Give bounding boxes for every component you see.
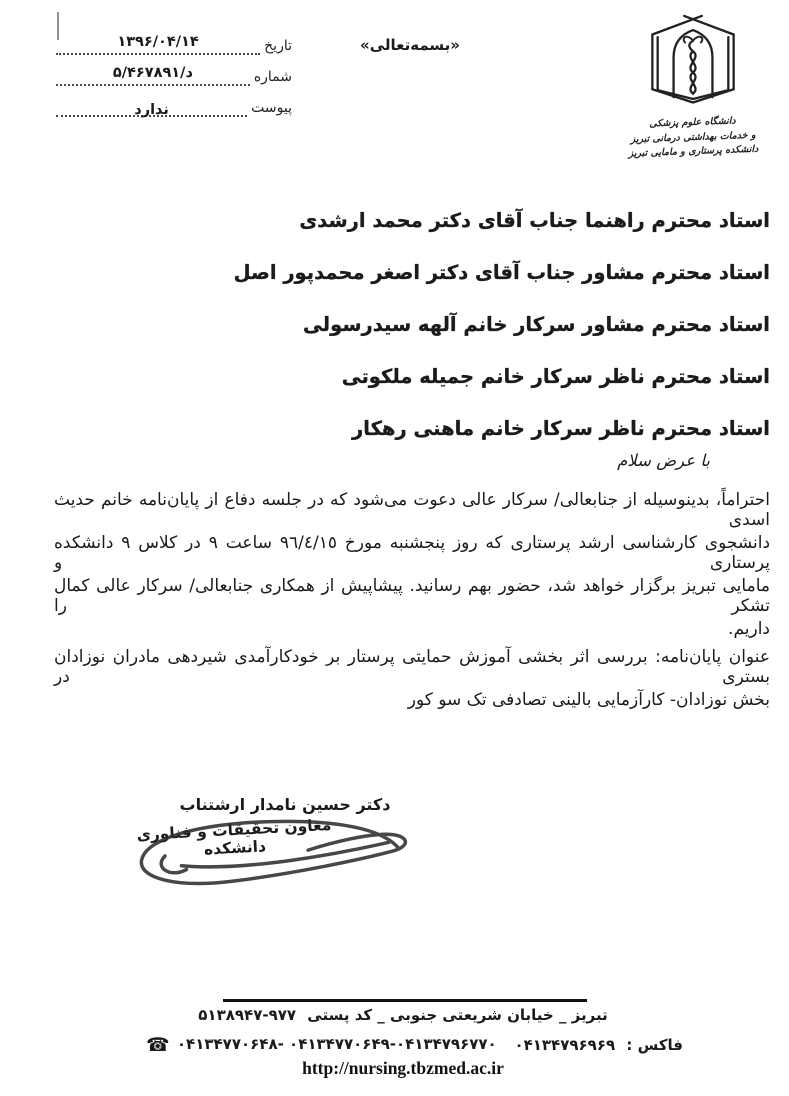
recipient-examiner-2: استاد محترم ناظر سرکار خانم ماهنی رهکار bbox=[352, 417, 770, 440]
recipient-advisor-1: استاد محترم مشاور جناب آقای دکتر اصغر محمدپور اصل bbox=[233, 261, 770, 284]
phone-numbers: ۰۴۱۳۴۷۷۰۶۴۸- ۰۴۱۳۴۷۷۰۶۴۹-۰۴۱۳۴۷۹۶۷۷۰ bbox=[176, 1035, 497, 1053]
letterhead-meta bbox=[52, 24, 292, 117]
basmala: «بسمه‌تعالی» bbox=[360, 36, 460, 54]
body-line: احتراماً، بدینوسیله از جنابعالی/ سرکار عالی دعوت می‌شود که در جلسه دفاع از پایان‌نامه خانم حدیث اسدی bbox=[54, 490, 770, 530]
logo-text-line2: و خدمات بهداشتی درمانی تبریز bbox=[630, 129, 756, 145]
attachment-label: پیوست bbox=[251, 100, 292, 116]
date-label: تاریخ bbox=[264, 38, 292, 54]
thesis-title-paragraph bbox=[54, 647, 770, 733]
handwritten-signature-icon bbox=[128, 812, 420, 897]
recipient-list bbox=[40, 209, 770, 469]
logo-text-line3: دانشکده پرستاری و مامایی تبریز bbox=[628, 144, 759, 160]
attachment-value: ندارد bbox=[134, 102, 169, 118]
attachment-dotted-line bbox=[56, 84, 247, 117]
recipient-supervisor: استاد محترم راهنما جناب آقای دکتر محمد ارشدی bbox=[299, 209, 770, 232]
fax-label: فاکس : bbox=[626, 1036, 683, 1054]
fax-number: ۰۴۱۳۴۷۹۶۹۶۹ bbox=[514, 1036, 616, 1054]
logo-text bbox=[614, 113, 771, 163]
body-line: داریم. bbox=[728, 619, 770, 639]
postal-code: ۵۱۳۸۹۴۷-۹۷۷ bbox=[198, 1006, 297, 1024]
greeting: با عرض سلام bbox=[617, 451, 710, 470]
footer-phone bbox=[146, 1034, 497, 1056]
signature-name: دکتر حسین نامدار ارشتناب bbox=[179, 795, 391, 814]
logo-text-line1: دانشگاه علوم پزشکی bbox=[649, 115, 736, 130]
date-row bbox=[52, 24, 292, 55]
body-paragraph bbox=[54, 490, 770, 662]
footer-website-link[interactable]: http://nursing.tbzmed.ac.ir bbox=[302, 1058, 504, 1078]
address-text: تبریز _ خیابان شریعتی جنوبی _ کد پستی bbox=[307, 1006, 608, 1024]
recipient-examiner-1: استاد محترم ناظر سرکار خانم جمیله ملکوتی bbox=[341, 365, 770, 388]
thesis-line: بخش نوزادان- کارآزمایی بالینی تصادفی تک سو کور bbox=[407, 690, 770, 710]
thesis-line: عنوان پایان‌نامه: بررسی اثر بخشی آموزش حمایتی پرستار بر خودکارآمدی شیردهی مادران نوزادان بستری در bbox=[54, 647, 770, 687]
signature-title: معاون تحقیقات و فناوری دانشکده bbox=[136, 815, 332, 859]
footer-address bbox=[113, 1006, 693, 1024]
book-mihrab-snake-emblem-icon bbox=[631, 8, 755, 114]
footer-separator bbox=[223, 999, 587, 1002]
footer-fax bbox=[508, 1036, 683, 1054]
number-value: ۵/د/۴۶۷۸۹۱ bbox=[112, 65, 193, 81]
number-dotted-line bbox=[56, 53, 250, 86]
date-dotted-line bbox=[56, 22, 260, 55]
recipient-advisor-2: استاد محترم مشاور سرکار خانم آلهه سیدرسولی bbox=[303, 313, 770, 336]
number-label: شماره bbox=[253, 69, 292, 85]
attachment-row bbox=[52, 86, 292, 117]
body-line: دانشجوی کارشناسی ارشد پرستاری که روز پنجشنبه مورخ ٩٦/٤/١٥ ساعت ٩ در کلاس ٩ دانشکده پرستاری و bbox=[54, 533, 771, 573]
body-line: مامایی تبریز برگزار خواهد شد، حضور بهم رسانید. پیشاپیش از همکاری جنابعالی/ سرکار عالی کمال تشکر را bbox=[54, 576, 770, 616]
phone-icon: ☎ bbox=[146, 1034, 170, 1056]
university-logo bbox=[615, 8, 771, 160]
date-value: ۱۳۹۶/۰۴/۱۴ bbox=[117, 34, 199, 50]
number-row bbox=[52, 55, 292, 86]
